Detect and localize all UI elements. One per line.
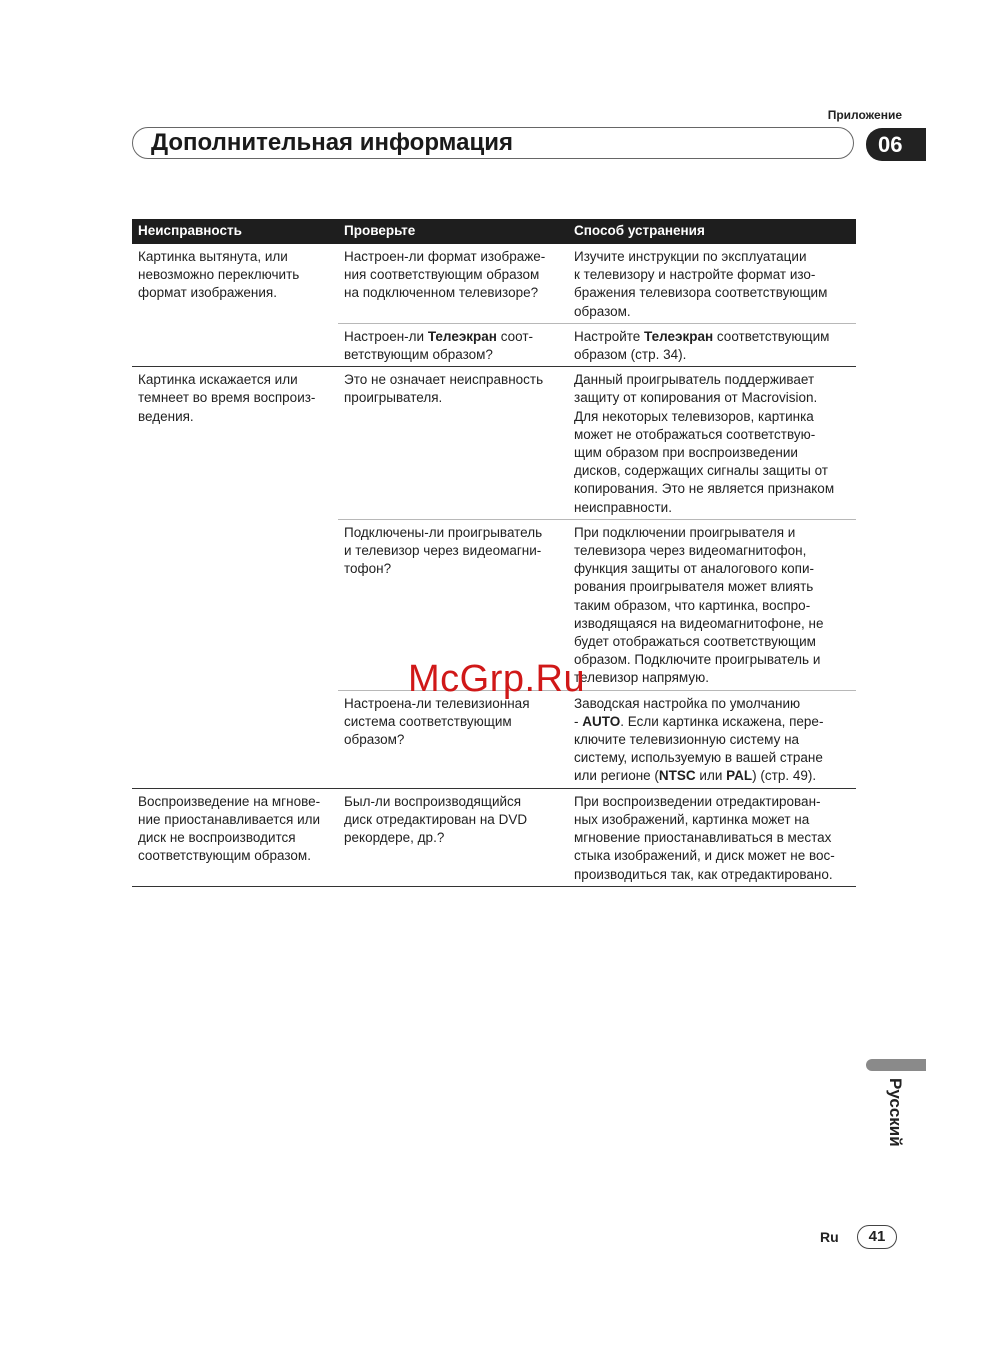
remedy-text: При воспроизведении отредактирован- ных изображений, картинка может на мгновение приостанавливаться в местах стыка изображений, и диск может не вос- производиться так, как отредактировано.	[574, 793, 835, 882]
check-text: Это не означает неисправность проигрывателя.	[344, 372, 544, 406]
remedy-cell	[568, 367, 856, 520]
column-header-remedy: Способ устранения	[568, 219, 856, 244]
table-header-row	[132, 219, 856, 244]
remedy-cell	[568, 788, 856, 886]
watermark: McGrp.Ru	[408, 658, 586, 700]
footer-language-code: Ru	[820, 1229, 839, 1245]
remedy-text: Настройте Телеэкран соответствующим образом (стр. 34).	[574, 328, 830, 363]
chapter-tab	[866, 128, 926, 161]
check-cell	[338, 690, 568, 788]
problem-text: Воспроизведение на мгнове- ние приостанавливается или диск не воспроизводится соответствующим образом.	[138, 793, 321, 864]
setting-name: Телеэкран	[427, 328, 497, 344]
check-cell	[338, 244, 568, 323]
problem-cell	[132, 367, 338, 788]
language-tab	[866, 1059, 926, 1071]
title-bar	[132, 127, 854, 159]
check-text: Подключены-ли проигрыватель и телевизор через видеомагни- тофон?	[344, 524, 543, 577]
problem-cell	[132, 244, 338, 367]
table-row	[132, 367, 856, 520]
remedy-cell	[568, 519, 856, 690]
section-label: Приложение	[827, 108, 902, 122]
setting-value: AUTO	[582, 713, 621, 729]
page-number: 41	[857, 1225, 897, 1249]
setting-name: Телеэкран	[644, 328, 714, 344]
chapter-number: 06	[878, 132, 903, 157]
troubleshooting-table	[132, 219, 856, 887]
table-row	[132, 244, 856, 323]
problem-cell	[132, 788, 338, 886]
setting-value: PAL	[726, 768, 753, 784]
remedy-cell	[568, 323, 856, 366]
check-text: Настроен-ли Телеэкран соот- ветствующим образом?	[344, 328, 534, 363]
setting-value: NTSC	[658, 768, 696, 784]
remedy-cell	[568, 244, 856, 323]
remedy-text: При подключении проигрывателя и телевизора через видеомагнитофон, функция защиты от аналогового копи- рования проигрывателя может влиять таким образом, что картинка, воспро- изводящаяся на видеомагнитофоне, не будет отображаться соответствующим образом. Подключите проигрыватель и телевизор напрямую.	[574, 524, 824, 686]
language-label: Русский	[886, 1078, 905, 1147]
check-text: Был-ли воспроизводящийся диск отредактирован на DVD рекордере, др.?	[344, 793, 528, 846]
column-header-problem: Неисправность	[132, 219, 338, 244]
remedy-text: Заводская настройка по умолчанию - AUTO. Если картинка искажена, пере- ключите телевизионную систему на систему, используемую в вашей стране или регионе (NTSC или PAL) (стр. 49).	[574, 695, 824, 784]
table-row	[132, 788, 856, 886]
check-cell	[338, 367, 568, 520]
page-title: Дополнительная информация	[151, 129, 513, 156]
problem-text: Картинка искажается или темнеет во время воспроиз- ведения.	[138, 372, 316, 424]
column-header-check: Проверьте	[338, 219, 568, 244]
check-text: Настроена-ли телевизионная система соответствующим образом?	[344, 695, 530, 748]
remedy-text: Изучите инструкции по эксплуатации к телевизору и настройте формат изо- бражения телевизора соответствующим образом.	[574, 249, 828, 319]
problem-text: Картинка вытянута, или невозможно переключить формат изображения.	[138, 249, 300, 301]
remedy-text: Данный проигрыватель поддерживает защиту от копирования от Macrovision. Для некоторых телевизоров, картинка может не отображаться соответствую- щим образом при воспроизведении дисков, содержащих сигналы защиты от копирования. Это не является признаком неисправности.	[574, 372, 835, 515]
check-text: Настроен-ли формат изображе- ния соответствующим образом на подключенном телевизоре?	[344, 249, 546, 301]
remedy-cell	[568, 690, 856, 788]
check-cell	[338, 788, 568, 886]
check-cell	[338, 323, 568, 366]
